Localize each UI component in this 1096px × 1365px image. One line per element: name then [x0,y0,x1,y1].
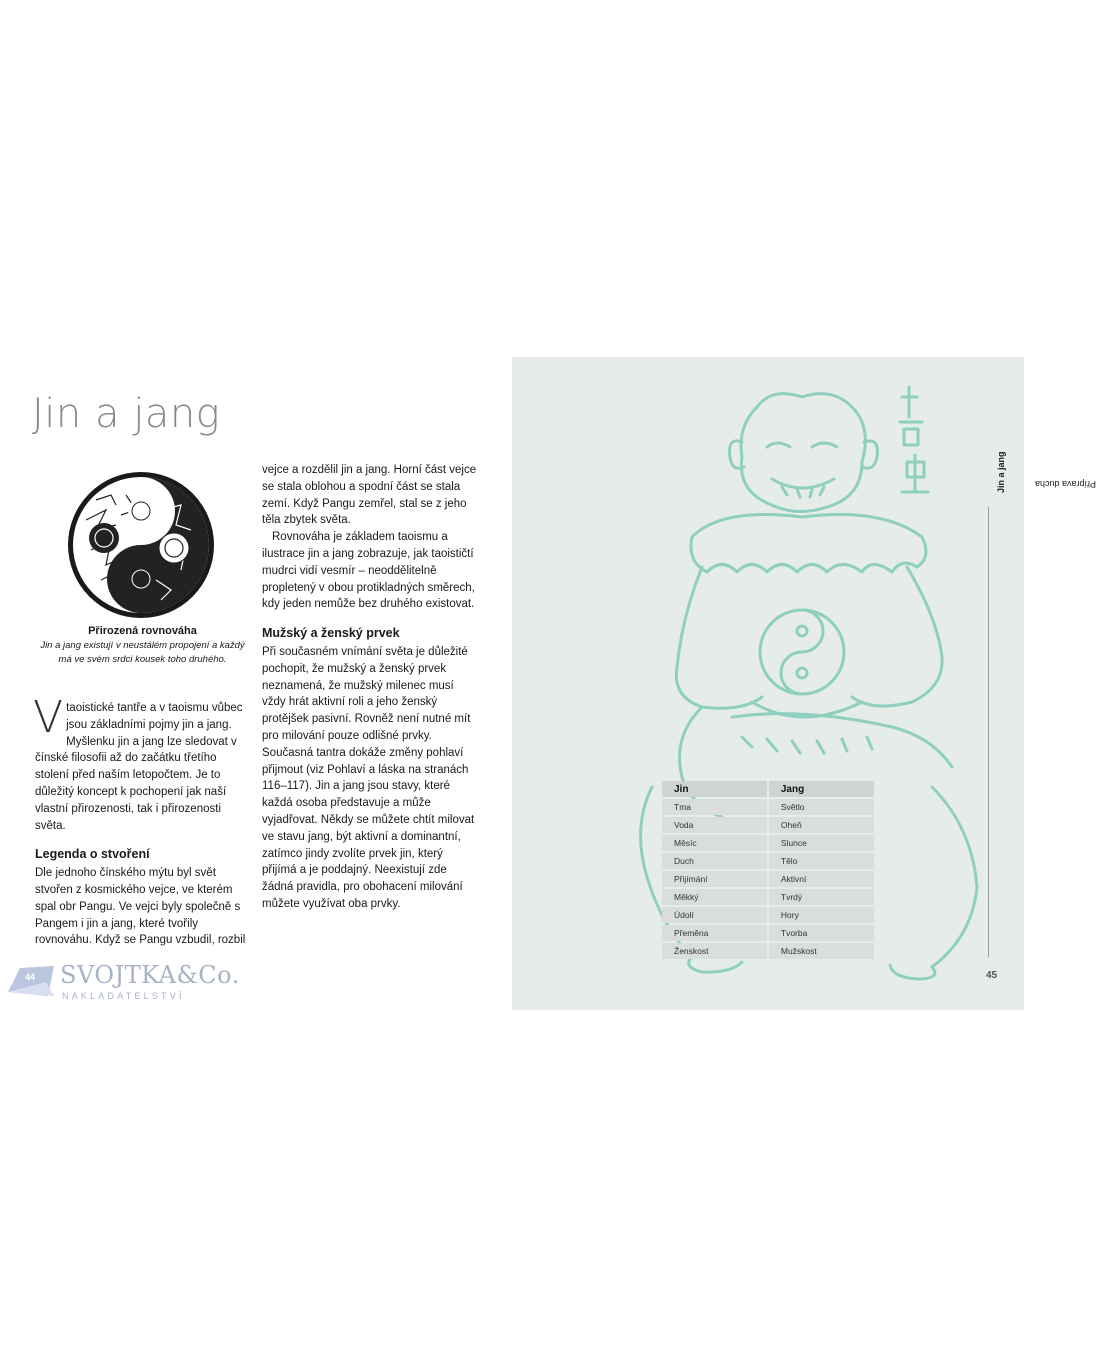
table-cell: Ženskost [662,943,767,959]
image-caption-title: Přirozená rovnováha [88,625,197,637]
publisher-name: SVOJTKA&Co. [60,961,240,989]
table-header-jang: Jang [769,781,874,797]
yin-yang-table [660,779,876,961]
table-cell: Voda [662,817,767,833]
left-page [0,355,512,1010]
table-row [662,925,874,941]
table-cell: Tvrdý [769,889,874,905]
image-caption-text: Jin a jang existují v neustálém propojení a každý má ve svém srdci kousek toho druhého. [40,640,245,665]
table-row [662,853,874,869]
table-row [662,889,874,905]
text-column-2 [262,462,480,913]
table-row [662,799,874,815]
section-heading-male-female: Mužský a ženský prvek [262,626,400,641]
table-cell: Oheň [769,817,874,833]
running-head-rule [988,507,989,957]
section-heading-legend: Legenda o stvoření [35,847,150,862]
drop-cap: V [33,692,64,743]
text-column-1 [33,692,247,949]
balance-paragraph: Rovnováha je základem taoismu a ilustrace jin a jang zobrazuje, jak taoističtí mudrci vidí vesmír – neoddělitelně propletený v obou protikladných směrech, kdy jeden nemůže bez druhého existovat. [262,531,475,611]
page-number-left: 44 [25,972,36,982]
table-row [662,871,874,887]
continuation-paragraph: vejce a rozdělil jin a jang. Horní část vejce se stala oblohou a spodní část se stala zemí. Když Pangu zemřel, stal se z jeho těla zbytek světa. [262,464,477,527]
book-spread [0,355,1096,1010]
yin-yang-mandala-image [66,470,216,620]
table-cell: Duch [662,853,767,869]
table-cell: Slunce [769,835,874,851]
table-cell: Údolí [662,907,767,923]
table-header-jin: Jin [662,781,767,797]
table-cell: Světlo [769,799,874,815]
table-cell: Aktivní [769,871,874,887]
intro-paragraph [33,692,247,834]
page-number-right: 45 [986,970,998,981]
running-head-prefix: Příprava ducha [1034,479,1096,489]
table-cell: Měsíc [662,835,767,851]
table-cell: Mužskost [769,943,874,959]
intro-text: taoistické tantře a v taoismu vůbec jsou základními pojmy jin a jang. Myšlenku jin a jang lze sledovat v čínské filosofii až do začátku třetího stolení před naším letopočtem. Je to důležitý koncept k pochopení jak naší vlastní přirozenosti, tak i přirozenosti světa. [35,702,243,832]
table-row [662,817,874,833]
legend-paragraph: Dle jednoho čínského mýtu byl svět stvořen z kosmického vejce, ve kterém spal obr Pangu. Ve vejci byly společně s Pangem i jin a jang, které tvořily rovnováhu. Když se Pangu vzbudil, rozbil [35,867,246,947]
table-header-row [662,781,874,797]
table-row [662,943,874,959]
table-cell: Přeměna [662,925,767,941]
table-cell: Měkký [662,889,767,905]
table-row [662,835,874,851]
male-female-paragraph: Při současném vnímání světa je důležité pochopit, že mužský a ženský prvek neznamená, že mužský milenec musí vždy hrát aktivní roli a jeho ženský protějšek pasivní. Rovněž není nutné mít pro milování pouze odlišné prvky. Současná tantra dokáže změny pohlaví přijmout (viz Pohlaví a láska na stranách 116–117). Jin a jang jsou stavy, které každá osoba představuje a může vyjadřovat. Někdy se můžete chtít milovat ve stavu jang, být aktivní a dominantní, zatímco jindy zvolíte prvek jin, který přijímá a je poddajný. Neexistují zde žádná pravidla, pro obohacení milování můžete využívat oba prvky. [262,645,475,910]
running-head-title: Jin a jang [996,451,1006,493]
table-row [662,907,874,923]
table-cell: Tělo [769,853,874,869]
table-cell: Přijímání [662,871,767,887]
right-page [512,357,1096,1010]
table-cell: Tma [662,799,767,815]
publisher-subtitle: NAKLADATELSTVÍ [62,991,185,1001]
running-head [992,393,1096,503]
table-cell: Tvorba [769,925,874,941]
table-cell: Hory [769,907,874,923]
page-title: Jin a jang [32,391,221,437]
